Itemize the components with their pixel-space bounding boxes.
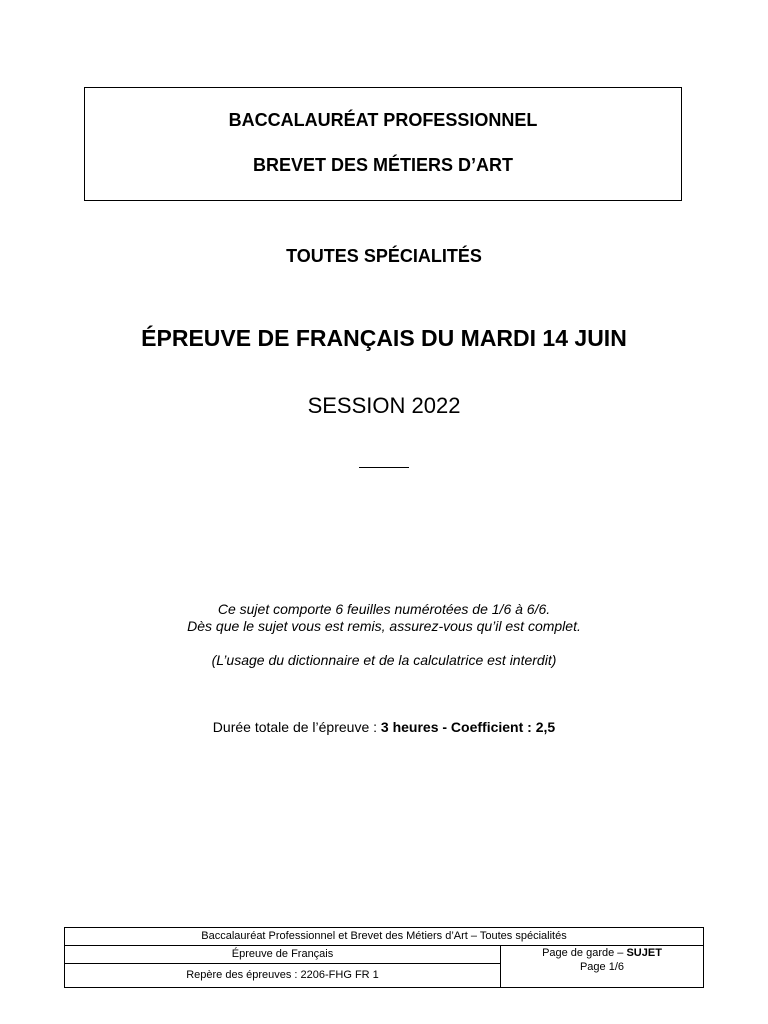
epreuve-title: ÉPREUVE DE FRANÇAIS DU MARDI 14 JUIN [141, 325, 627, 351]
instruction-dictionary: (L’usage du dictionnaire et de la calculatrice est interdit) [211, 652, 557, 668]
instruction-pages: Ce sujet comporte 6 feuilles numérotées de 1/6 à 6/6. [217, 601, 551, 617]
footer-repere: Repère des épreuves : 2206-FHG FR 1 [65, 964, 501, 987]
separator-line [359, 467, 409, 468]
footer-page-number: Page 1/6 [579, 961, 625, 973]
instruction-complete: Dès que le sujet vous est remis, assurez-vous qu’il est complet. [187, 618, 581, 634]
page-de-garde-value: SUJET [626, 947, 662, 959]
session-label: SESSION 2022 [307, 393, 461, 418]
footer-subject: Épreuve de Français [65, 946, 501, 964]
duree-value: 3 heures - Coefficient : 2,5 [380, 719, 556, 735]
exam-subtitle: BREVET DES MÉTIERS D’ART [252, 155, 514, 175]
specialites-heading: TOUTES SPÉCIALITÉS [286, 246, 482, 266]
page-de-garde-label: Page de garde – [542, 947, 627, 959]
footer-page-info [501, 946, 703, 987]
footer-exam-title: Baccalauréat Professionnel et Brevet des Métiers d’Art – Toutes spécialités [65, 928, 703, 946]
exam-type-title: BACCALAURÉAT PROFESSIONNEL [228, 110, 538, 130]
duree-line [0, 719, 768, 735]
footer-page-de-garde [501, 946, 703, 960]
duree-label: Durée totale de l’épreuve : [212, 719, 381, 735]
footer-table [64, 927, 704, 988]
header-title-box [84, 87, 682, 201]
